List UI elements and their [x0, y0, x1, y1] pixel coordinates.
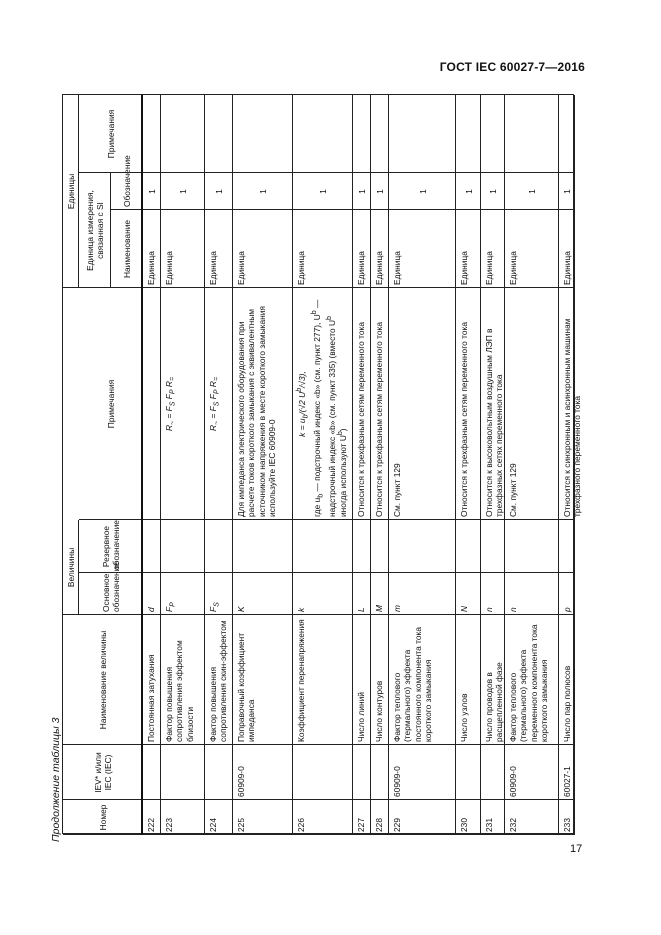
row-notes: Относится к трехфазным сетям переменного тока — [374, 322, 384, 517]
row-224-unit-symbol — [205, 173, 233, 210]
row-223-notes — [161, 288, 205, 520]
row-230-unit-notes — [456, 95, 481, 173]
row-number: 224 — [208, 818, 218, 832]
row-228-unit-symbol — [371, 173, 389, 210]
row-226-iev — [293, 745, 353, 800]
row-229-iev — [389, 745, 456, 800]
table-caption: Продолжение таблицы 3 — [50, 717, 62, 842]
row-name: Число линий — [356, 692, 366, 742]
row-symbol: d — [146, 607, 156, 612]
row-227-notes — [353, 288, 371, 520]
row-225-unit-notes — [233, 95, 293, 173]
row-unit-name: Единица — [562, 251, 572, 285]
header-unit-notes-label: Примечания — [106, 109, 116, 159]
header-reserve-symbol — [79, 520, 143, 573]
row-229-symbol — [389, 573, 456, 615]
row-notes: Относится к высоковольтным воздушным ЛЭП в трехфазных сетях переменного тока — [484, 328, 505, 517]
row-name: Число узлов — [459, 693, 469, 742]
row-233-symbol — [559, 573, 575, 615]
row-unit-name: Единица — [508, 251, 518, 285]
row-225-notes — [233, 288, 293, 520]
row-unit-symbol: 1 — [375, 189, 385, 194]
header-number-label: Номер — [98, 804, 108, 831]
row-227-symbol — [353, 573, 371, 615]
row-226-unit-notes — [293, 95, 353, 173]
row-230-symbol — [456, 573, 481, 615]
row-notes: См. пункт 129 — [392, 463, 402, 517]
row-222-symbol — [143, 573, 161, 615]
row-unit-symbol: 1 — [214, 189, 224, 194]
row-227-iev — [353, 745, 371, 800]
row-notes: Относится к трехфазным сетям переменного тока — [356, 322, 366, 517]
row-233-number — [559, 800, 575, 835]
row-227-unit-name — [353, 210, 371, 288]
row-unit-name: Единица — [146, 251, 156, 285]
row-unit-name: Единица — [236, 251, 246, 285]
row-name: Фактор повышения сопротивления скин-эффектом — [208, 620, 229, 742]
row-229-unit-symbol — [389, 173, 456, 210]
row-232-symbol — [505, 573, 559, 615]
row-230-reserve — [456, 520, 481, 573]
row-number: 230 — [459, 818, 469, 832]
row-228-symbol — [371, 573, 389, 615]
header-iev-label: IEV* и/или IEC (IEC) — [92, 752, 113, 793]
row-unit-name: Единица — [356, 251, 366, 285]
row-name: Число контуров — [374, 680, 384, 742]
header-main-symbol-label: Основное обозначение — [100, 562, 121, 612]
header-main-symbol — [79, 562, 143, 615]
header-units-label: Единицы — [66, 173, 76, 210]
row-233-name — [559, 615, 575, 745]
row-notes: $R_\sim = F_S$ $F_P$ $R_=$ — [164, 376, 177, 432]
row-224-unit-notes — [205, 95, 233, 173]
row-231-notes — [481, 288, 505, 520]
row-224-symbol — [205, 573, 233, 615]
row-227-unit-notes — [353, 95, 371, 173]
row-227-reserve — [353, 520, 371, 573]
row-230-unit-symbol — [456, 173, 481, 210]
row-224-notes — [205, 288, 233, 520]
row-symbol: m — [392, 605, 402, 612]
row-232-name — [505, 615, 559, 745]
row-222-unit-notes — [143, 95, 161, 173]
row-226-name — [293, 615, 353, 745]
row-225-unit-symbol — [233, 173, 293, 210]
row-223-unit-name — [161, 210, 205, 288]
header-notes — [79, 288, 143, 520]
row-230-notes — [456, 288, 481, 520]
row-225-reserve — [233, 520, 293, 573]
row-222-iev — [143, 745, 161, 800]
row-name: Число проводов в расщепленной фазе — [484, 662, 505, 742]
row-notes: Для импеданса электрического оборудования при расчете токов короткого замыкания с эквивалентным источником напряжения в месте короткого замыкания используйте IEC 60909-0 — [236, 306, 277, 517]
header-unit-name-label: Наименование — [122, 219, 132, 279]
row-symbol: k — [296, 607, 306, 612]
row-name: Фактор теплового (термального) эффекта переменного компонента тока короткого замыкания — [508, 624, 549, 742]
row-227-number — [353, 800, 371, 835]
row-223-reserve — [161, 520, 205, 573]
row-228-notes — [371, 288, 389, 520]
row-unit-name: Единица — [164, 251, 174, 285]
row-230-iev — [456, 745, 481, 800]
row-228-iev — [371, 745, 389, 800]
row-223-unit-notes — [161, 95, 205, 173]
row-number: 222 — [146, 818, 156, 832]
row-unit-symbol: 1 — [488, 189, 498, 194]
row-unit-name: Единица — [392, 251, 402, 285]
row-symbol: p — [562, 607, 572, 612]
row-symbol: n — [484, 607, 494, 612]
row-unit-symbol: 1 — [147, 189, 157, 194]
row-225-symbol — [233, 573, 293, 615]
page-number: 17 — [570, 843, 583, 855]
row-233-unit-notes — [559, 95, 575, 173]
header-iev — [63, 745, 143, 800]
row-233-unit-symbol — [559, 173, 575, 210]
row-226-number — [293, 800, 353, 835]
row-number: 233 — [562, 818, 572, 832]
row-229-unit-notes — [389, 95, 456, 173]
row-225-unit-name — [233, 210, 293, 288]
header-notes-label: Примечания — [106, 379, 116, 429]
row-229-reserve — [389, 520, 456, 573]
document-header: ГОСТ IEC 60027-7—2016 — [439, 60, 585, 74]
row-name: Фактор теплового (термального) эффекта постоянного компонента тока короткого замыкания — [392, 627, 433, 742]
row-number: 229 — [392, 818, 402, 832]
row-symbol: $F_P$ — [164, 602, 177, 612]
row-number: 225 — [236, 818, 246, 832]
row-unit-name: Единица — [484, 251, 494, 285]
row-notes: Относится к трехфазным сетям переменного тока — [459, 322, 469, 517]
row-224-reserve — [205, 520, 233, 573]
row-229-number — [389, 800, 456, 835]
header-unit-name — [111, 210, 143, 288]
row-unit-symbol: 1 — [463, 189, 474, 194]
row-232-unit-symbol — [505, 173, 559, 210]
row-231-unit-symbol — [481, 173, 505, 210]
row-226-symbol — [293, 573, 353, 615]
row-unit-symbol: 1 — [417, 189, 428, 194]
row-number: 231 — [484, 818, 494, 832]
row-233-notes — [559, 288, 583, 520]
row-228-name — [371, 615, 389, 745]
row-224-number — [205, 800, 233, 835]
row-unit-symbol: 1 — [527, 189, 537, 194]
row-230-unit-name — [456, 210, 481, 288]
row-232-iev — [505, 745, 559, 800]
row-229-unit-name — [389, 210, 456, 288]
row-number: 232 — [508, 818, 518, 832]
row-233-iev — [559, 745, 575, 800]
row-227-unit-symbol — [353, 173, 371, 210]
header-units-group — [63, 95, 79, 288]
row-iev: 60909-0 — [236, 766, 246, 797]
row-228-number — [371, 800, 389, 835]
row-231-unit-name — [481, 210, 505, 288]
header-name — [63, 615, 143, 745]
row-iev: 60909-0 — [508, 766, 518, 797]
row-233-reserve — [559, 520, 575, 573]
row-224-unit-name — [205, 210, 233, 288]
header-unit-notes — [79, 95, 143, 173]
row-230-number — [456, 800, 481, 835]
row-227-name — [353, 615, 371, 745]
row-222-number — [143, 800, 161, 835]
row-notes: См. пункт 129 — [508, 463, 518, 517]
row-unit-name: Единица — [208, 251, 218, 285]
row-name: Постоянная затухания — [146, 654, 156, 742]
row-223-symbol — [161, 573, 205, 615]
row-231-name — [481, 615, 505, 745]
row-iev: 60027-1 — [562, 766, 572, 797]
row-223-unit-symbol — [161, 173, 205, 210]
row-unit-symbol: 1 — [178, 189, 188, 194]
row-224-iev — [205, 745, 233, 800]
row-223-number — [161, 800, 205, 835]
row-notes: $k = u_b/(√2$ $U^b/√3$), где $u_b$ — подстрочный индекс «b» (см. пункт 277), $U^b$ — надстрочный индекс «b» (см. пункт 335) (вместо $U^b$ иногда используют $U^b$) — [296, 299, 348, 517]
row-name: Фактор повышения сопротивления эффектом близости — [164, 640, 195, 742]
header-unit-symbol — [111, 155, 143, 210]
row-unit-name: Единица — [374, 251, 384, 285]
header-quantities-group — [63, 520, 79, 615]
row-222-unit-name — [143, 210, 161, 288]
row-226-unit-symbol — [293, 173, 353, 210]
row-unit-symbol: 1 — [562, 189, 572, 194]
row-225-number — [233, 800, 293, 835]
row-number: 227 — [356, 818, 366, 832]
row-229-name — [389, 615, 456, 745]
row-unit-symbol: 1 — [318, 189, 328, 194]
row-228-unit-name — [371, 210, 389, 288]
row-name: Поправочный коэффициент импеданса — [236, 632, 257, 742]
row-notes: $R_\sim = F_S$ $F_P$ $R_=$ — [208, 376, 221, 432]
row-unit-symbol: 1 — [258, 189, 268, 194]
header-number — [63, 800, 143, 835]
row-232-number — [505, 800, 559, 835]
row-name: Число пар полюсов — [562, 665, 572, 742]
row-231-number — [481, 800, 505, 835]
row-230-name — [456, 615, 481, 745]
row-223-iev — [161, 745, 205, 800]
row-222-reserve — [143, 520, 161, 573]
row-unit-name: Единица — [296, 251, 306, 285]
row-222-name — [143, 615, 161, 745]
row-symbol: N — [459, 605, 469, 612]
row-232-notes — [505, 288, 559, 520]
row-notes: Относится к синхронным и асинхронным машинам трехфазного переменного тока — [562, 318, 583, 517]
row-231-reserve — [481, 520, 505, 573]
row-iev: 60909-0 — [392, 766, 402, 797]
row-number: 226 — [296, 818, 306, 832]
header-reserve-symbol-label: Резервное обозначение — [100, 520, 121, 570]
row-symbol: M — [374, 605, 384, 612]
row-unit-name: Единица — [459, 251, 469, 285]
row-symbol: n — [508, 607, 518, 612]
row-232-reserve — [505, 520, 559, 573]
row-229-notes — [389, 288, 456, 520]
row-225-name — [233, 615, 293, 745]
row-228-unit-notes — [371, 95, 389, 173]
row-231-iev — [481, 745, 505, 800]
row-223-name — [161, 615, 205, 745]
header-name-label: Наименование величины — [98, 630, 108, 730]
header-si-group — [79, 173, 111, 288]
row-number: 228 — [374, 818, 384, 832]
row-222-unit-symbol — [143, 173, 161, 210]
row-symbol: K — [236, 606, 246, 612]
row-228-reserve — [371, 520, 389, 573]
row-unit-symbol: 1 — [357, 189, 367, 194]
row-226-unit-name — [293, 210, 353, 288]
row-symbol: $F_S$ — [208, 602, 221, 612]
row-number: 223 — [164, 818, 174, 832]
row-name: Коэффициент перенапряжения — [296, 619, 306, 742]
row-224-name — [205, 615, 233, 745]
row-232-unit-name — [505, 210, 559, 288]
header-unit-symbol-label: Обозначение — [122, 155, 132, 207]
row-231-symbol — [481, 573, 505, 615]
row-226-reserve — [293, 520, 353, 573]
header-quantities-label: Величины — [66, 547, 76, 588]
table-grid — [62, 94, 583, 834]
row-226-notes — [293, 288, 353, 520]
header-si-label: Единица измерения, связанная с SI — [84, 190, 105, 271]
row-232-unit-notes — [505, 95, 559, 173]
row-233-unit-name — [559, 210, 575, 288]
row-symbol: L — [356, 607, 366, 612]
row-225-iev — [233, 745, 293, 800]
row-231-unit-notes — [481, 95, 505, 173]
row-222-notes — [143, 288, 161, 520]
